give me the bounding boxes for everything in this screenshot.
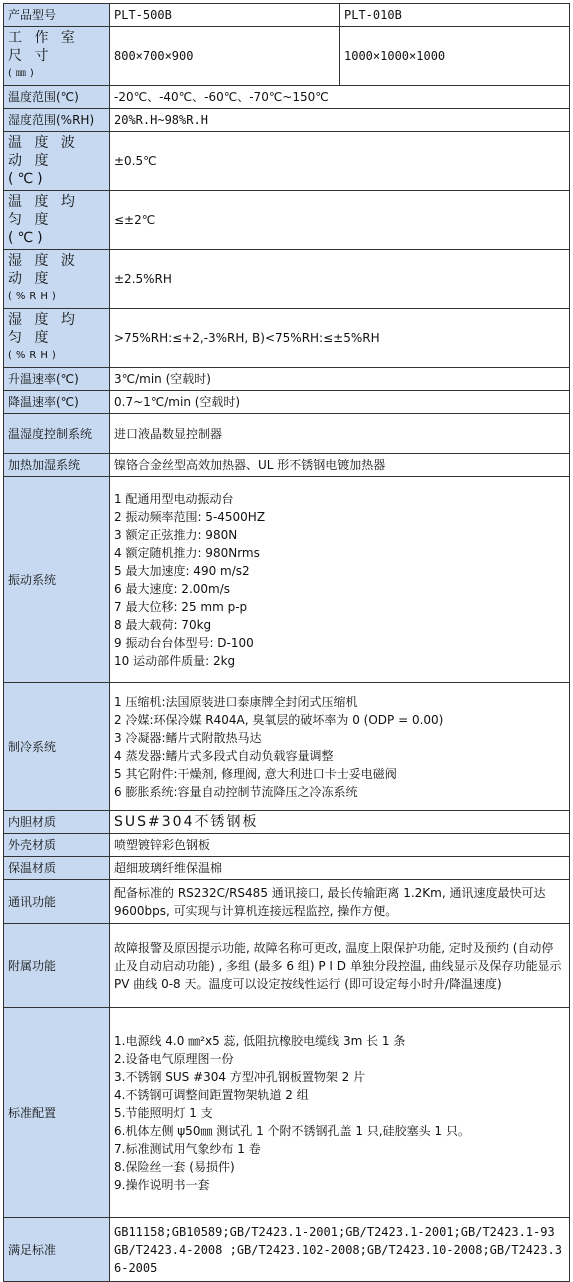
list-item: 7 最大位移: 25 mm p-p <box>114 599 248 614</box>
label-heating: 加热加湿系统 <box>4 454 110 477</box>
value-insulation: 超细玻璃纤维保温棉 <box>110 857 570 880</box>
row-standards <box>4 1218 570 1282</box>
label-insulation: 保温材质 <box>4 857 110 880</box>
list-item: 4.不锈钢可调整间距置物架轨道 2 组 <box>114 1087 309 1102</box>
label-temp-fluct-text: 温 度 波 动 度 <box>8 135 79 169</box>
row-vibration <box>4 477 570 683</box>
value-comm: 配备标准的 RS232C/RS485 通讯接口, 最长传输距离 1.2Km, 通讯速度最快可达 9600bps, 可实现与计算机连接远程监控, 操作方便。 <box>110 880 570 924</box>
label-comm: 通讯功能 <box>4 880 110 924</box>
list-item: 3 额定正弦推力: 980N <box>114 527 238 542</box>
label-cool-rate: 降温速率(℃) <box>4 391 110 414</box>
row-comm <box>4 880 570 924</box>
label-refrigeration: 制冷系统 <box>4 683 110 811</box>
value-standard-cfg <box>110 1008 570 1218</box>
list-item: 3 冷凝器:鳍片式附散热马达 <box>114 730 262 745</box>
label-outer: 外壳材质 <box>4 834 110 857</box>
list-item: 9.操作说明书一套 <box>114 1177 210 1192</box>
row-temp-range <box>4 86 570 109</box>
value-hum-range: 20%R.H~98%R.H <box>110 109 570 132</box>
list-item: 9 振动台台体型号: D-100 <box>114 635 254 650</box>
row-hum-range <box>4 109 570 132</box>
row-cool-rate <box>4 391 570 414</box>
label-size-text: 工 作 室 尺 寸 <box>8 30 79 64</box>
list-item: 4 额定随机推力: 980Nrms <box>114 545 260 560</box>
row-inner <box>4 811 570 834</box>
label-hum-unif-text: 湿 度 均 匀 度 <box>8 312 79 346</box>
label-vibration: 振动系统 <box>4 477 110 683</box>
list-item: 5 其它附件:干燥剂, 修理阀, 意大利进口卡士妥电磁阀 <box>114 766 397 781</box>
label-standard-cfg: 标准配置 <box>4 1008 110 1218</box>
label-hum-range: 湿度范围(%RH) <box>4 109 110 132</box>
label-model: 产品型号 <box>4 4 110 27</box>
label-aux: 附属功能 <box>4 924 110 1008</box>
label-temp-fluct <box>4 132 110 191</box>
label-temp-unif <box>4 191 110 250</box>
value-temp-range: -20℃、-40℃、-60℃、-70℃~150℃ <box>110 86 570 109</box>
label-hum-fluct <box>4 250 110 309</box>
value-temp-fluct: ±0.5℃ <box>110 132 570 191</box>
value-controller: 进口液晶数显控制器 <box>110 414 570 454</box>
list-item: 1 压缩机:法国原装进口泰康牌全封闭式压缩机 <box>114 694 358 709</box>
value-size-1: 800×700×900 <box>110 27 340 86</box>
list-item: 2 振动频率范围: 5-4500HZ <box>114 509 266 524</box>
value-heating: 镍铬合金丝型高效加热器、UL 形不锈钢电镀加热器 <box>110 454 570 477</box>
row-size <box>4 27 570 86</box>
value-aux: 故障报警及原因提示功能, 故障名称可更改, 温度上限保护功能, 定时及预约 (自动停止及自动启动功能) , 多组 (最多 6 组) P I D 单独分段控温, 曲线显示及保存功能显示 PV 曲线 0-8 天。温度可以设定按线性运行 (即可设定每小时升/降温速度) <box>110 924 570 1008</box>
list-item: 5.节能照明灯 1 支 <box>114 1105 213 1120</box>
row-model <box>4 4 570 27</box>
label-temp-fluct-unit: (℃) <box>8 171 47 187</box>
label-inner: 内胆材质 <box>4 811 110 834</box>
row-hum-unif <box>4 309 570 368</box>
list-item: 4 蒸发器:鳍片式多段式自动负载容量调整 <box>114 748 334 763</box>
list-item: 8.保险丝一套 (易损件) <box>114 1159 235 1174</box>
label-standards: 满足标准 <box>4 1218 110 1282</box>
row-temp-fluct <box>4 132 570 191</box>
value-model-1: PLT-500B <box>110 4 340 27</box>
list-item: 6 膨胀系统:容量自动控制节流降压之冷冻系统 <box>114 784 358 799</box>
list-item: 1.电源线 4.0 ㎜²x5 蕊, 低阻抗橡胶电缆线 3m 长 1 条 <box>114 1033 406 1048</box>
row-controller <box>4 414 570 454</box>
value-refrigeration <box>110 683 570 811</box>
value-temp-unif: ≤±2℃ <box>110 191 570 250</box>
row-aux <box>4 924 570 1008</box>
row-temp-unif <box>4 191 570 250</box>
label-temp-unif-unit: (℃) <box>8 230 47 246</box>
value-size-2: 1000×1000×1000 <box>340 27 570 86</box>
value-heat-rate: 3℃/min (空载时) <box>110 368 570 391</box>
value-cool-rate: 0.7~1℃/min (空载时) <box>110 391 570 414</box>
label-size-unit: (㎜) <box>8 68 38 79</box>
label-hum-unif-unit: (%RH) <box>8 350 60 361</box>
label-controller: 温湿度控制系统 <box>4 414 110 454</box>
value-model-2: PLT-010B <box>340 4 570 27</box>
list-item: 10 运动部件质量: 2kg <box>114 653 236 668</box>
row-standard-cfg <box>4 1008 570 1218</box>
row-insulation <box>4 857 570 880</box>
list-item: 8 最大载荷: 70kg <box>114 617 212 632</box>
list-item: 5 最大加速度: 490 m/s2 <box>114 563 250 578</box>
label-hum-unif <box>4 309 110 368</box>
label-temp-range: 温度范围(℃) <box>4 86 110 109</box>
value-outer: 喷塑镀锌彩色钢板 <box>110 834 570 857</box>
value-inner: SUS#304不锈钢板 <box>110 811 570 834</box>
list-item: 3.不锈钢 SUS #304 方型冲孔钢板置物架 2 片 <box>114 1069 366 1084</box>
label-size <box>4 27 110 86</box>
list-item: 2 冷媒:环保冷媒 R404A, 臭氧层的破坏率为 0 (ODP = 0.00) <box>114 712 444 727</box>
row-heating <box>4 454 570 477</box>
list-item: 1 配通用型电动振动台 <box>114 491 234 506</box>
value-hum-fluct: ±2.5%RH <box>110 250 570 309</box>
label-hum-fluct-unit: (%RH) <box>8 291 60 302</box>
list-item: 6 最大速度: 2.00m/s <box>114 581 231 596</box>
row-refrigeration <box>4 683 570 811</box>
list-item: 2.设备电气原理图一份 <box>114 1051 234 1066</box>
value-standards: GB11158;GB10589;GB/T2423.1-2001;GB/T2423.1-2001;GB/T2423.1-93 GB/T2423.4-2008 ;GB/T2423.102-2008;GB/T2423.10-2008;GB/T2423.36-2005 <box>110 1218 570 1282</box>
list-item: 7.标准测试用气象纱布 1 卷 <box>114 1141 261 1156</box>
value-hum-unif: >75%RH:≤+2,-3%RH, B)<75%RH:≤±5%RH <box>110 309 570 368</box>
row-hum-fluct <box>4 250 570 309</box>
label-hum-fluct-text: 湿 度 波 动 度 <box>8 253 79 287</box>
label-heat-rate: 升温速率(℃) <box>4 368 110 391</box>
list-item: 6.机体左侧 ψ50㎜ 测试孔 1 个附不锈钢孔盖 1 只,硅胶塞头 1 只。 <box>114 1123 470 1138</box>
spec-table <box>3 3 570 1282</box>
row-heat-rate <box>4 368 570 391</box>
label-temp-unif-text: 温 度 均 匀 度 <box>8 194 79 228</box>
row-outer <box>4 834 570 857</box>
value-vibration <box>110 477 570 683</box>
